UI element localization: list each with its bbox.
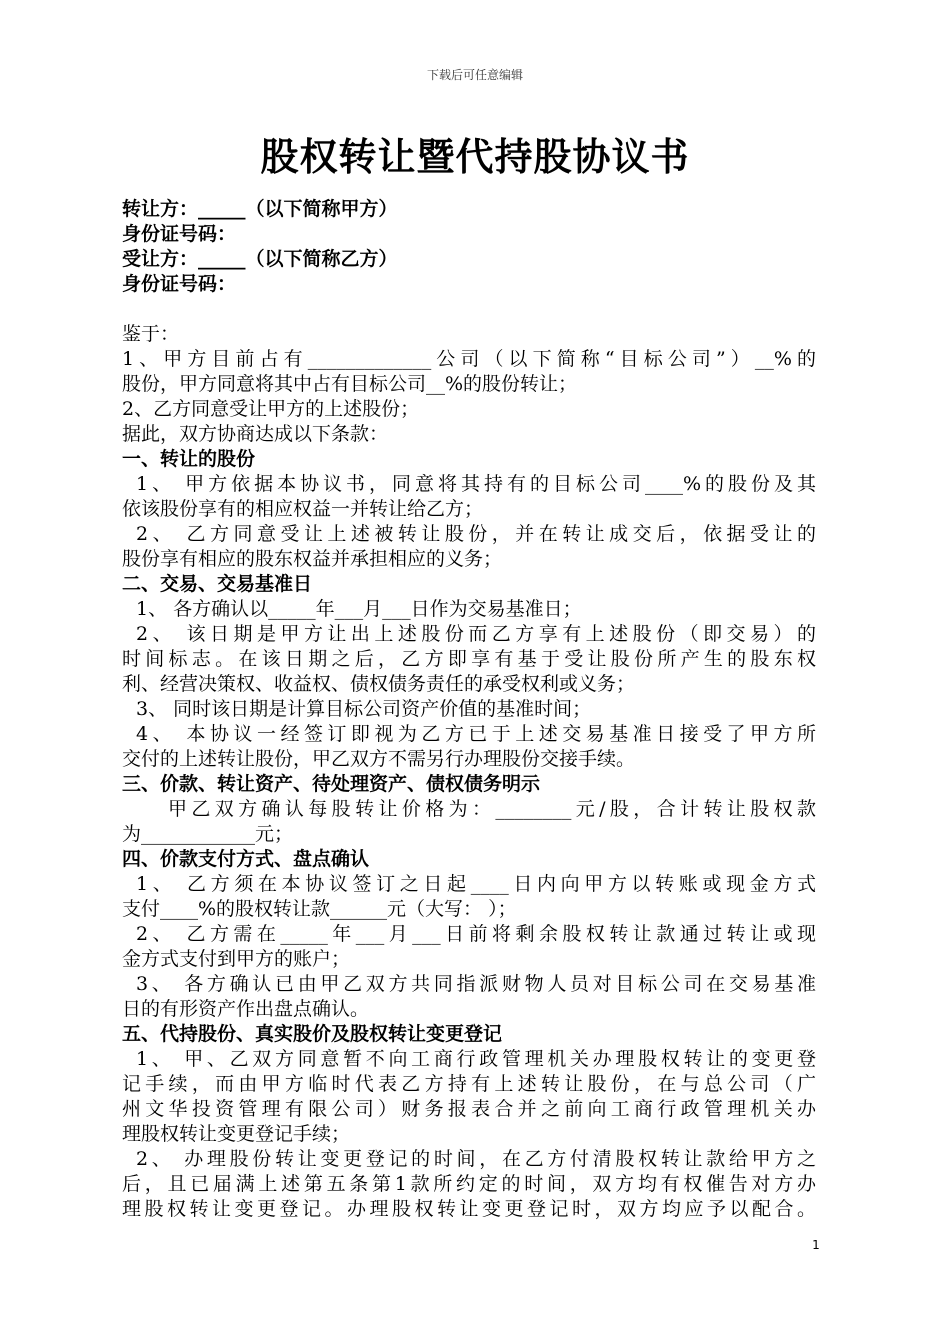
section-heading: 一、转让的股份: [122, 448, 256, 470]
transferee-id-line: 身份证号码：: [122, 273, 237, 295]
text-line: 后，且已届满上述第五条第1款所约定的时间，双方均有权催告对方办: [122, 1173, 816, 1195]
text-line: 据此，双方协商达成以下条款：: [122, 423, 389, 445]
text-line: 交付的上述转让股份，甲乙双方不需另行办理股份交接手续。: [122, 748, 636, 770]
section-heading: 五、代持股份、真实股价及股权转让变更登记: [122, 1023, 503, 1045]
page-number: 1: [812, 1238, 820, 1252]
text-line: 利、经营决策权、收益权、债权债务责任的承受权利或义务；: [122, 673, 636, 695]
text-line: 鉴于：: [122, 323, 180, 345]
text-line: 2、 该日期是甲方让出上述股份而乙方享有上述股份（即交易）的: [136, 623, 816, 645]
text-line: 2、 乙方同意受让上述被转让股份，并在转让成交后，依据受让的: [136, 523, 816, 545]
text-line: 甲乙双方确认每股转让价格为：________元/股，合计转让股权款: [168, 798, 816, 820]
document-body: [122, 197, 816, 1222]
text-line: 1、甲方目前占有_____________公司（以下简称“目标公司”）__%的: [122, 348, 816, 370]
clauses: [122, 322, 816, 1222]
spacer: [122, 297, 816, 322]
text-line: 1、 各方确认以_____年___月___日作为交易基准日；: [136, 598, 582, 620]
text-line: 股份享有相应的股东权益并承担相应的义务；: [122, 548, 503, 570]
text-line: 州文华投资管理有限公司）财务报表合并之前向工商行政管理机关办: [122, 1098, 816, 1120]
text-line: 支付____%的股权转让款______元（大写： ）；: [122, 898, 517, 920]
text-line: 3、 同时该日期是计算目标公司资产价值的基准时间；: [136, 698, 592, 720]
section-heading: 三、价款、转让资产、待处理资产、债权债务明示: [122, 773, 541, 795]
text-line: 2、乙方同意受让甲方的上述股份；: [122, 398, 420, 420]
section-heading: 二、交易、交易基准日: [122, 573, 313, 595]
text-line: 2、 乙方需在_____年___月___日前将剩余股权转让款通过转让或现: [136, 923, 816, 945]
transferee-line: 受让方：_____（以下简称乙方）: [122, 248, 398, 270]
text-line: 1、 甲方依据本协议书，同意将其持有的目标公司____%的股份及其: [136, 473, 816, 495]
header-note: 下载后可任意编辑: [426, 68, 523, 82]
text-line: 3、 各方确认已由甲乙双方共同指派财物人员对目标公司在交易基准: [136, 973, 816, 995]
text-line: 2、 办理股份转让变更登记的时间，在乙方付清股权转让款给甲方之: [136, 1148, 816, 1170]
text-line: 依该股份享有的相应权益一并转让给乙方；: [122, 498, 484, 520]
document-title: 股权转让暨代持股协议书: [260, 135, 690, 179]
text-line: 理股权转让变更登记。办理股权转让变更登记时，双方均应予以配合。: [122, 1198, 816, 1220]
text-line: 时间标志。在该日期之后，乙方即享有基于受让股份所产生的股东权: [122, 648, 816, 670]
text-line: 1、 甲、乙双方同意暂不向工商行政管理机关办理股权转让的变更登: [136, 1048, 816, 1070]
party-info: [122, 197, 816, 297]
transferor-id-line: 身份证号码：: [122, 223, 237, 245]
text-line: 为____________元；: [122, 823, 294, 845]
transferor-line: 转让方：_____（以下简称甲方）: [122, 198, 398, 220]
text-line: 4、 本协议一经签订即视为乙方已于上述交易基准日接受了甲方所: [136, 723, 816, 745]
section-heading: 四、价款支付方式、盘点确认: [122, 848, 370, 870]
text-line: 记手续，而由甲方临时代表乙方持有上述转让股份，在与总公司（广: [122, 1073, 816, 1095]
text-line: 1、 乙方须在本协议签订之日起____日内向甲方以转账或现金方式: [136, 873, 816, 895]
text-line: 日的有形资产作出盘点确认。: [122, 998, 370, 1020]
text-line: 股份，甲方同意将其中占有目标公司__%的股份转让；: [122, 373, 578, 395]
text-line: 理股权转让变更登记手续；: [122, 1123, 351, 1145]
text-line: 金方式支付到甲方的账户；: [122, 948, 351, 970]
